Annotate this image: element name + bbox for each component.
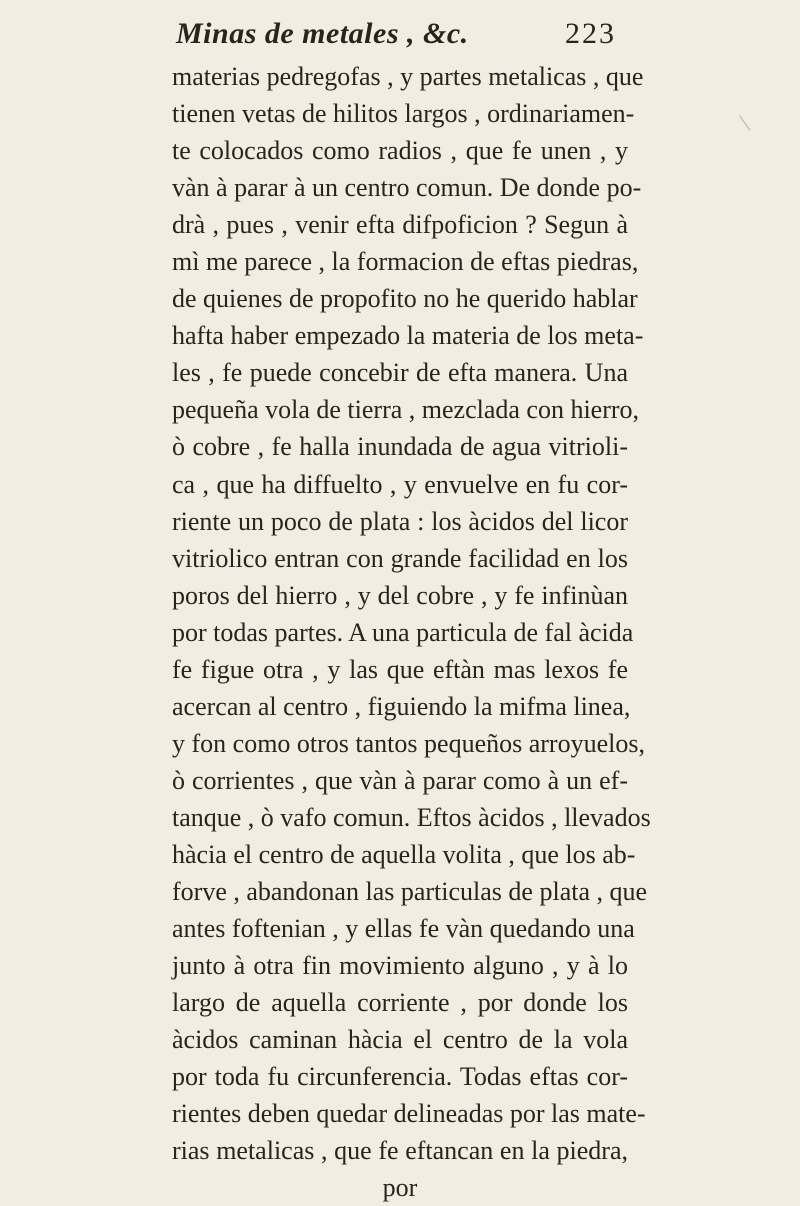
text-line: por toda fu circunferencia. Todas eftas cor- xyxy=(172,1062,628,1092)
text-line: forve , abandonan las particulas de plata , que xyxy=(172,877,648,907)
text-line: poros del hierro , y del cobre , y fe infinùan xyxy=(172,580,628,610)
text-line: largo de aquella corriente , por donde los xyxy=(172,988,628,1018)
text-line: vàn à parar à un centro comun. De donde po- xyxy=(172,173,642,203)
text-line: riente un poco de plata : los àcidos del licor xyxy=(172,506,628,536)
margin-mark xyxy=(739,107,762,130)
text-line: por xyxy=(382,1173,418,1203)
text-line: vitriolico entran con grande facilidad en los xyxy=(172,543,628,573)
text-line: y fon como otros tantos pequeños arroyuelos, xyxy=(172,728,645,758)
text-line: tienen vetas de hilitos largos , ordinariamen- xyxy=(172,99,635,129)
page-number: 223 xyxy=(565,17,616,50)
text-line: rientes deben quedar delineadas por las mate- xyxy=(172,1099,646,1129)
body-text xyxy=(172,58,651,1206)
text-line: hàcia el centro de aquella volita , que los ab- xyxy=(172,839,636,869)
text-line: acercan al centro , figuiendo la mifma linea, xyxy=(172,691,631,721)
running-title: Minas de metales , &c. xyxy=(176,17,469,50)
text-line: mì me parece , la formacion de eftas piedras, xyxy=(172,247,639,277)
text-line: rias metalicas , que fe eftancan en la piedra, xyxy=(172,1136,628,1166)
text-line: les , fe puede concebir de efta manera. Una xyxy=(172,358,628,388)
text-line: de quienes de propofito no he querido hablar xyxy=(172,284,638,314)
text-line: drà , pues , venir efta difpoficion ? Segun à xyxy=(172,210,628,240)
text-line: junto à otra fin movimiento alguno , y à lo xyxy=(172,951,628,981)
running-header xyxy=(176,14,616,54)
text-line: te colocados como radios , que fe unen , y xyxy=(172,136,628,166)
text-line: hafta haber empezado la materia de los meta- xyxy=(172,321,644,351)
text-line: materias pedregofas , y partes metalicas , que xyxy=(172,62,644,91)
text-line: ò cobre , fe halla inundada de agua vitrioli- xyxy=(172,432,628,462)
text-line: àcidos caminan hàcia el centro de la vola xyxy=(172,1025,628,1055)
text-line: por todas partes. A una particula de fal àcida xyxy=(172,617,634,647)
text-line: tanque , ò vafo comun. Eftos àcidos , llevados xyxy=(172,802,651,832)
text-line: fe figue otra , y las que eftàn mas lexos fe xyxy=(172,654,628,684)
text-line: ca , que ha diffuelto , y envuelve en fu cor- xyxy=(172,469,628,499)
text-line: pequeña vola de tierra , mezclada con hierro, xyxy=(172,395,640,425)
text-line: antes foftenian , y ellas fe vàn quedando una xyxy=(172,914,635,944)
text-line: ò corrientes , que vàn à parar como à un ef- xyxy=(172,765,628,795)
